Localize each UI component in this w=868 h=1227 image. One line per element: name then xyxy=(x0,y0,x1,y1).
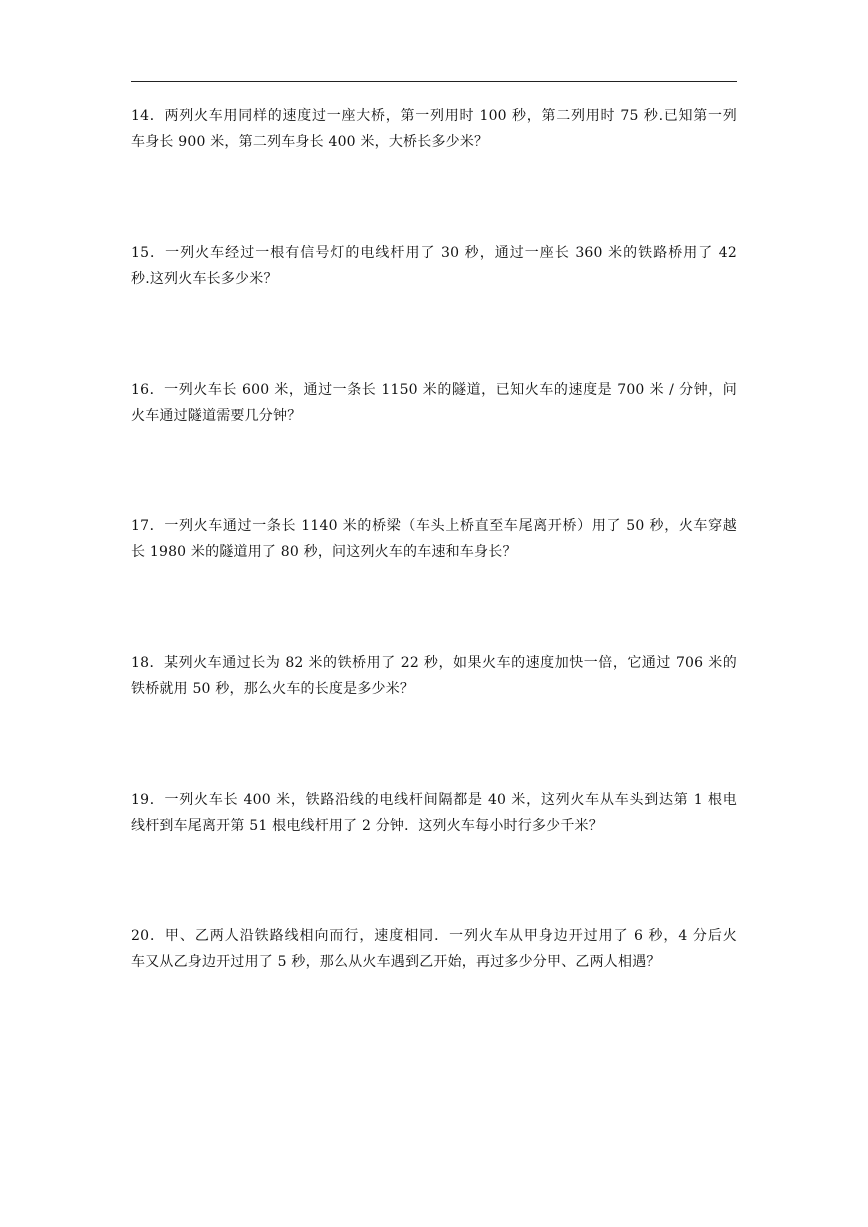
problem-line: 14．两列火车用同样的速度过一座大桥，第一列用时 100 秒，第二列用时 75 秒.已知第一列 xyxy=(131,108,737,124)
problem-line: 16．一列火车长 600 米，通过一条长 1150 米的隧道，已知火车的速度是 700 米 / 分钟，问 xyxy=(131,382,737,398)
problem-line: 20．甲、乙两人沿铁路线相向而行，速度相同．一列火车从甲身边开过用了 6 秒，4 分后火 xyxy=(131,928,737,944)
problem-15 xyxy=(131,240,737,292)
header-rule xyxy=(131,81,737,82)
problem-line: 19．一列火车长 400 米，铁路沿线的电线杆间隔都是 40 米，这列火车从车头到达第 1 根电 xyxy=(131,792,737,808)
problem-line: 铁桥就用 50 秒，那么火车的长度是多少米？ xyxy=(131,681,415,697)
problem-line: 秒.这列火车长多少米？ xyxy=(131,271,278,287)
problem-line: 车又从乙身边开过用了 5 秒，那么从火车遇到乙开始，再过多少分甲、乙两人相遇？ xyxy=(131,954,661,970)
problem-line: 18．某列火车通过长为 82 米的铁桥用了 22 秒，如果火车的速度加快一倍，它通过 706 米的 xyxy=(131,655,737,671)
problem-line: 火车通过隧道需要几分钟？ xyxy=(131,408,302,424)
problem-line: 长 1980 米的隧道用了 80 秒，问这列火车的车速和车身长？ xyxy=(131,544,517,560)
problem-line: 17．一列火车通过一条长 1140 米的桥梁（车头上桥直至车尾离开桥）用了 50 秒，火车穿越 xyxy=(131,518,737,534)
problem-19 xyxy=(131,787,737,839)
problem-line: 15．一列火车经过一根有信号灯的电线杆用了 30 秒，通过一座长 360 米的铁路桥用了 42 xyxy=(131,245,737,261)
problem-17 xyxy=(131,513,737,565)
problem-line: 线杆到车尾离开第 51 根电线杆用了 2 分钟．这列火车每小时行多少千米？ xyxy=(131,818,603,834)
problem-16 xyxy=(131,377,737,429)
problem-20 xyxy=(131,923,737,975)
problem-14 xyxy=(131,103,737,155)
problem-18 xyxy=(131,650,737,702)
problem-line: 车身长 900 米，第二列车身长 400 米，大桥长多少米？ xyxy=(131,134,489,150)
